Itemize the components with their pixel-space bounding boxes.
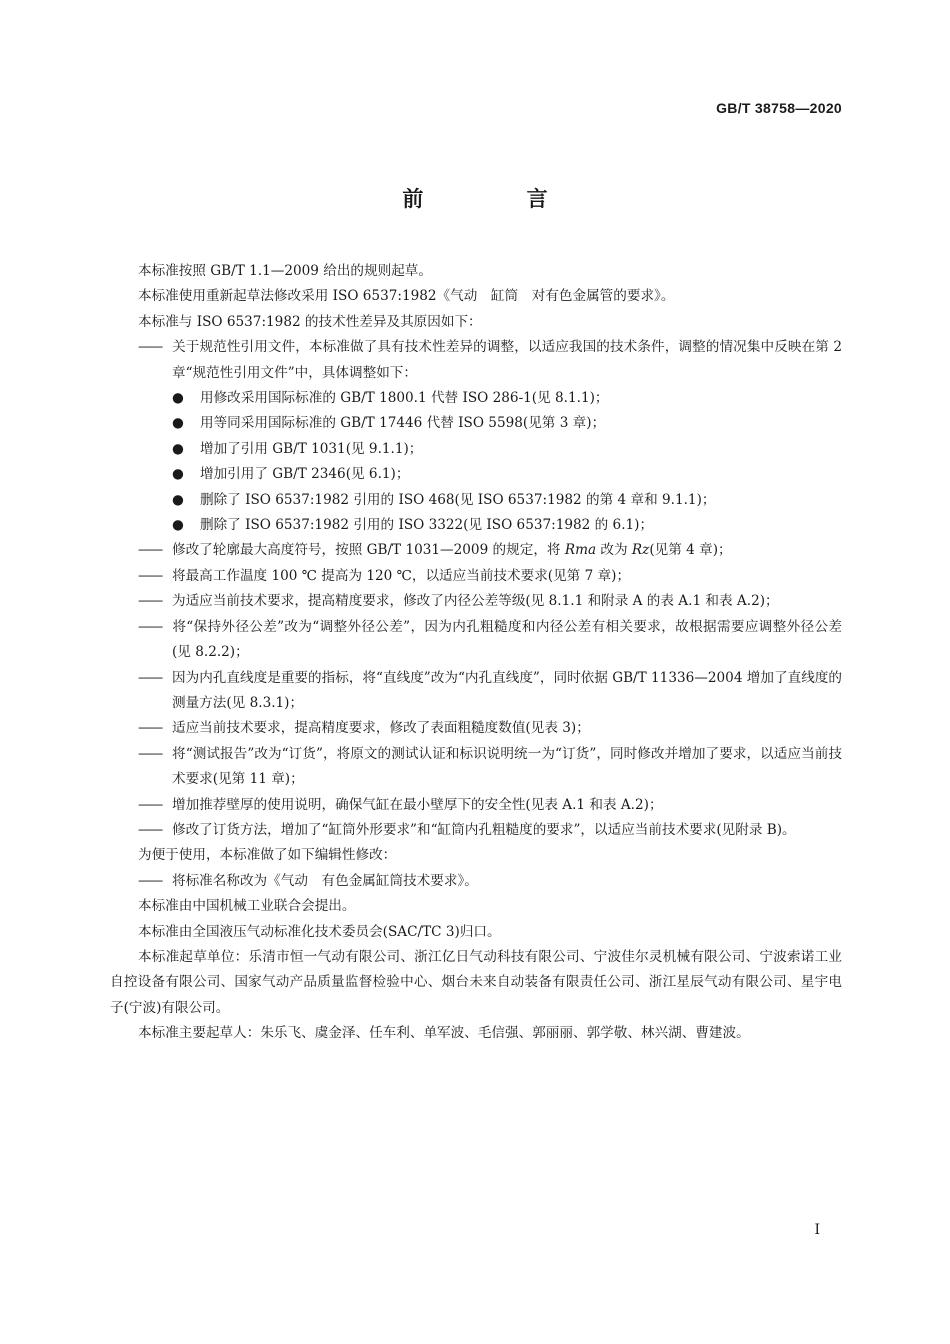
dash-mark: —— — [138, 618, 162, 635]
dash-mark: —— — [138, 567, 162, 584]
dash-mark: —— — [138, 720, 162, 737]
symbol-rz: Rz — [631, 542, 650, 559]
page-title: 前 言 — [402, 187, 596, 211]
editorial-item-rename: —— 将标准名称改为《气动 有色金属缸筒技术要求》。 — [110, 869, 842, 894]
diff-item-outer-diameter: —— 将“保持外径公差”改为“调整外径公差”，因为内孔粗糙度和内径公差有相关要求，故根据需要应调整外径公差(见 8.2.2)； — [110, 615, 842, 666]
diff-item-surface-roughness: —— 适应当前技术要求，提高精度要求，修改了表面粗糙度数值(见表 3)； — [110, 716, 842, 741]
diff-item-references: —— 关于规范性引用文件，本标准做了具有技术性差异的调整，以适应我国的技术条件，调整的情况集中反映在第 2 章“规范性引用文件”中，具体调整如下： — [110, 335, 842, 386]
dash-mark: —— — [138, 593, 162, 610]
bullet-item: ● 删除了 ISO 6537:1982 引用的 ISO 3322(见 ISO 6537:1982 的 6.1)； — [110, 513, 842, 538]
paragraph-proposer: 本标准由中国机械工业联合会提出。 — [138, 898, 356, 915]
bullet-item: ● 用等同采用国际标准的 GB/T 17446 代替 ISO 5598(见第 3 章)； — [110, 411, 842, 436]
paragraph-drafting-rules: 本标准按照 GB/T 1.1—2009 给出的规则起草。 — [138, 263, 432, 279]
bullet-item: ● 用修改采用国际标准的 GB/T 1800.1 代替 ISO 286-1(见 8.1.1)； — [110, 386, 842, 411]
paragraph-committee: 本标准由全国液压气动标准化技术委员会(SAC/TC 3)归口。 — [138, 923, 501, 940]
diff-item-tolerance-grade: —— 为适应当前技术要求，提高精度要求，修改了内径公差等级(见 8.1.1 和附录 A 的表 A.1 和表 A.2)； — [110, 589, 842, 614]
page-number: I — [814, 1222, 820, 1238]
dash-mark: —— — [138, 542, 162, 559]
diff-item-roughness-symbol: —— 修改了轮廓最大高度符号，按照 GB/T 1031—2009 的规定，将 Rma 改为 Rz(见第 4 章)； — [110, 538, 842, 563]
foreword-body — [110, 259, 842, 1047]
paragraph-adoption: 本标准使用重新起草法修改采用 ISO 6537:1982《气动 缸筒 对有色金属管的要求》。 — [138, 288, 675, 305]
diff-item-straightness: —— 因为内孔直线度是重要的指标，将“直线度”改为“内孔直线度”，同时依据 GB/T 11336—2004 增加了直线度的测量方法(见 8.3.1)； — [110, 666, 842, 717]
dash-mark: —— — [138, 339, 162, 356]
dash-mark: —— — [138, 745, 162, 762]
bullet-item: ● 增加引用了 GB/T 2346(见 6.1)； — [110, 462, 842, 487]
paragraph-drafting-units: 本标准起草单位：乐清市恒一气动有限公司、浙江亿日气动科技有限公司、宁波佳尔灵机械有限公司、宁波索诺工业自控设备有限公司、国家气动产品质量监督检验中心、烟台未来自动装备有限责任公司、浙江星辰气动有限公司、星宇电子(宁波)有限公司。 — [110, 948, 842, 1016]
bullet-icon: ● — [172, 466, 184, 483]
paragraph-editorial-intro: 为便于使用，本标准做了如下编辑性修改： — [138, 847, 397, 864]
dash-mark: —— — [138, 872, 162, 889]
diff-item-wall-thickness: —— 增加推荐壁厚的使用说明，确保气缸在最小壁厚下的安全性(见表 A.1 和表 A.2)； — [110, 793, 842, 818]
bullet-icon: ● — [172, 390, 184, 407]
standard-code: GB/T 38758—2020 — [716, 100, 842, 116]
dash-mark: —— — [138, 796, 162, 813]
diff-item-ordering: —— 将“测试报告”改为“订货”，将原文的测试认证和标识说明统一为“订货”，同时修改并增加了要求，以适应当前技术要求(见第 11 章)； — [110, 742, 842, 793]
bullet-icon: ● — [172, 440, 184, 457]
paragraph-differences-intro: 本标准与 ISO 6537:1982 的技术性差异及其原因如下： — [138, 313, 482, 330]
bullet-item: ● 删除了 ISO 6537:1982 引用的 ISO 468(见 ISO 6537:1982 的第 4 章和 9.1.1)； — [110, 488, 842, 513]
diff-item-temperature: —— 将最高工作温度 100 ℃ 提高为 120 ℃，以适应当前技术要求(见第 7 章)； — [110, 564, 842, 589]
symbol-rma: Rma — [564, 542, 597, 559]
dash-mark: —— — [138, 669, 162, 686]
diff-item-ordering-method: —— 修改了订货方法，增加了“缸筒外形要求”和“缸筒内孔粗糙度的要求”，以适应当前技术要求(见附录 B)。 — [110, 818, 842, 843]
bullet-icon: ● — [172, 491, 184, 508]
paragraph-drafters: 本标准主要起草人：朱乐飞、虞金泽、任车利、单军波、毛信强、郭丽丽、郭学敬、林兴湖、曹建波。 — [138, 1025, 750, 1042]
bullet-item: ● 增加了引用 GB/T 1031(见 9.1.1)； — [110, 437, 842, 462]
bullet-icon: ● — [172, 415, 184, 432]
dash-mark: —— — [138, 821, 162, 838]
bullet-icon: ● — [172, 517, 184, 534]
